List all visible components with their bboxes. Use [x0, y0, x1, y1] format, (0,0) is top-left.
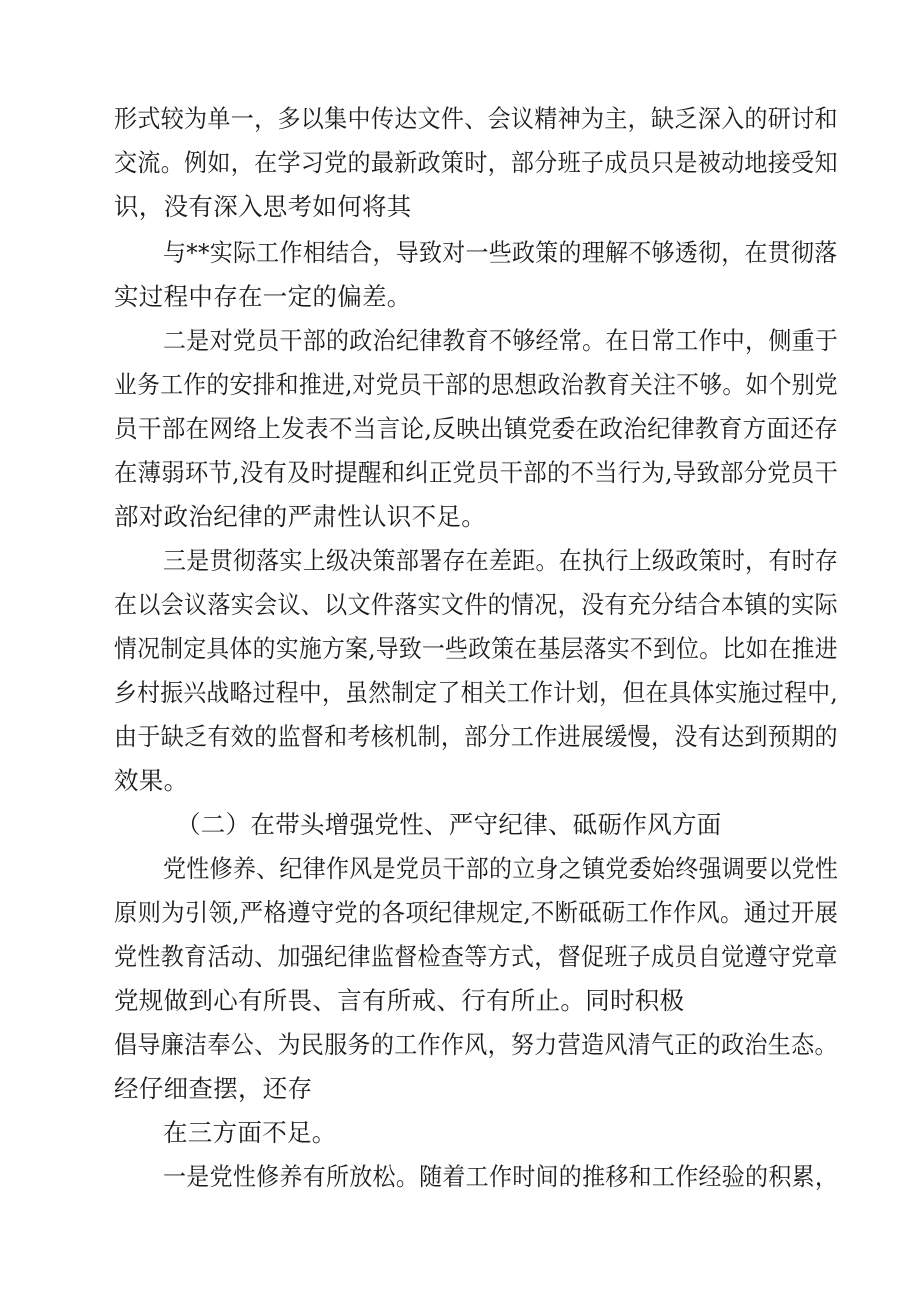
- text-line: 经仔细查摆，还存: [114, 1074, 313, 1103]
- paragraph-start: 二是对党员干部的政治纪律教育不够经常。在日常工作中，侧重于: [163, 326, 839, 355]
- text-line: 与**实际工作相结合，导致对一些政策的理解不够透彻，在贯彻落: [163, 238, 838, 267]
- text-line: 业务工作的安排和推进,对党员干部的思想政治教育关注不够。如个别党: [114, 370, 838, 399]
- text-line: 由于缺乏有效的监督和考核机制，部分工作进展缓慢，没有达到预期的: [114, 722, 838, 751]
- text-line: 情况制定具体的实施方案,导致一些政策在基层落实不到位。比如在推进: [114, 634, 838, 663]
- section-heading: （二）在带头增强党性、严守纪律、砥砺作风方面: [176, 810, 722, 839]
- text-line: 形式较为单一，多以集中传达文件、会议精神为主，缺乏深入的研讨和: [114, 104, 838, 133]
- paragraph-start: 党性修养、纪律作风是党员干部的立身之镇党委始终强调要以党性: [163, 854, 839, 883]
- text-line: 乡村振兴战略过程中，虽然制定了相关工作计划，但在具体实施过程中,: [114, 678, 838, 707]
- paragraph-start: 三是贯彻落实上级决策部署存在差距。在执行上级政策时，有时存: [163, 546, 839, 575]
- text-line: 效果。: [114, 766, 189, 795]
- text-line: 实过程中存在一定的偏差。: [114, 282, 412, 311]
- text-line: 在薄弱环节,没有及时提醒和纠正党员干部的不当行为,导致部分党员干: [114, 458, 839, 487]
- text-line: 员干部在网络上发表不当言论,反映出镇党委在政治纪律教育方面还存: [114, 414, 839, 443]
- text-line: 倡导廉洁奉公、为民服务的工作作风，努力营造风清气正的政治生态。: [114, 1030, 838, 1059]
- text-line: 原则为引领,严格遵守党的各项纪律规定,不断砥砺工作作风。通过开展: [114, 898, 839, 927]
- text-line: 交流。例如，在学习党的最新政策时，部分班子成员只是被动地接受知: [114, 148, 838, 177]
- paragraph-start: 一是党性修养有所放松。随着工作时间的推移和工作经验的积累，: [163, 1162, 839, 1191]
- text-line: 在三方面不足。: [163, 1118, 337, 1147]
- text-line: 识，没有深入思考如何将其: [114, 192, 412, 221]
- text-line: 党规做到心有所畏、言有所戒、行有所止。同时积极: [114, 986, 685, 1015]
- text-line: 在以会议落实会议、以文件落实文件的情况，没有充分结合本镇的实际: [114, 590, 838, 619]
- text-line: 党性教育活动、加强纪律监督检查等方式，督促班子成员自觉遵守党章: [114, 942, 838, 971]
- text-line: 部对政治纪律的严肃性认识不足。: [114, 502, 486, 531]
